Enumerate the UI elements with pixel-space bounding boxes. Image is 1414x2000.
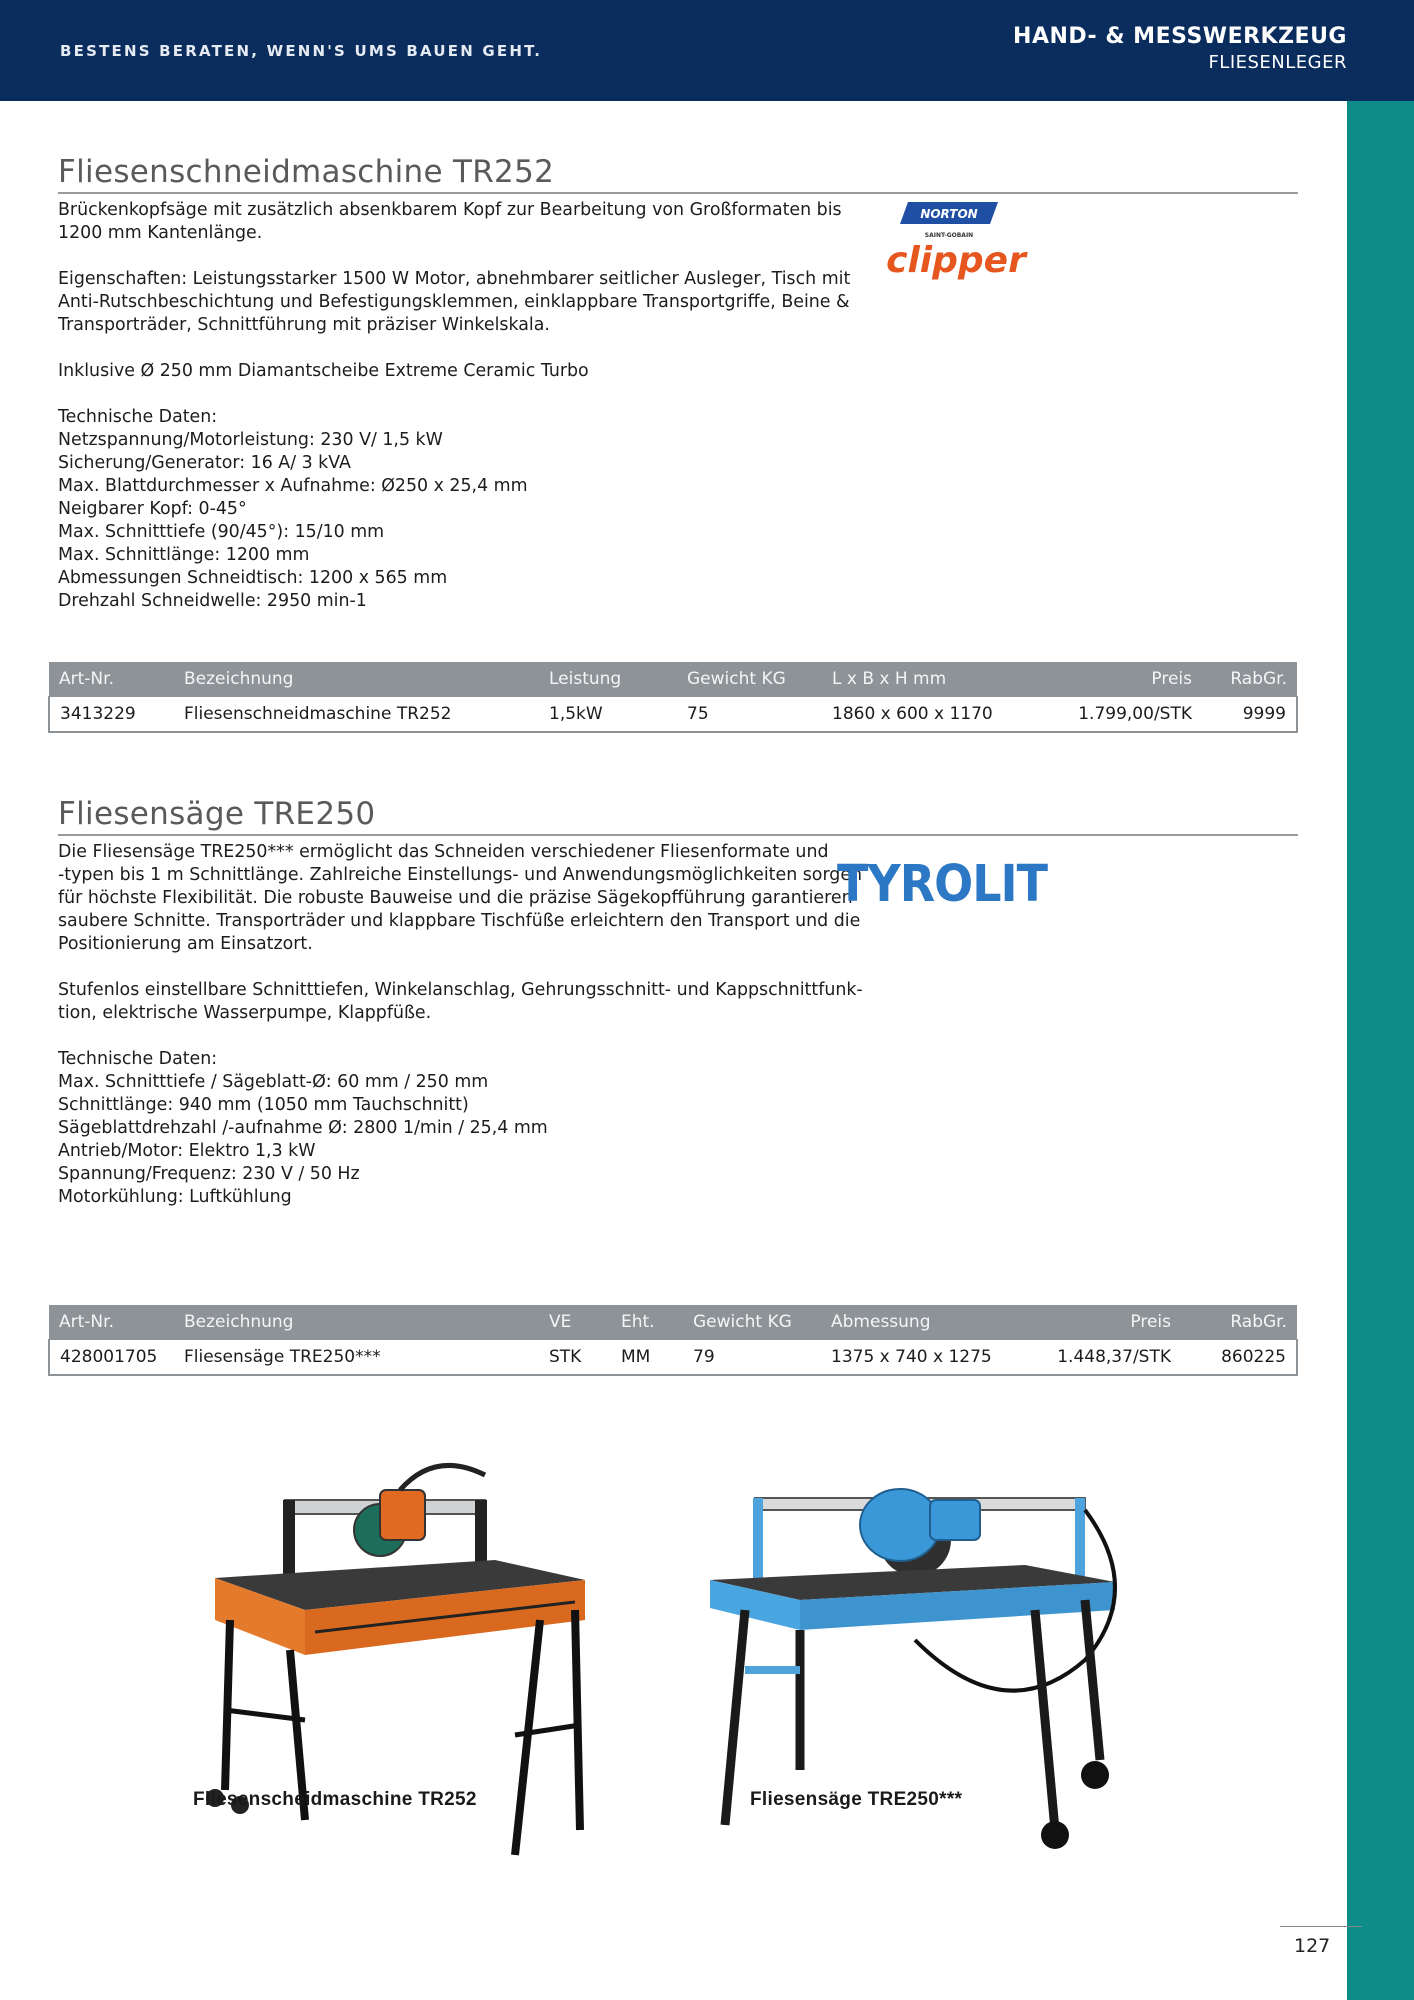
page-header — [0, 0, 1414, 101]
col-header-preis: Preis — [1041, 1305, 1181, 1340]
product-section-tr252 — [58, 152, 1298, 636]
tech-line: Drehzahl Schneidwelle: 2950 min-1 — [58, 591, 367, 611]
product-description — [58, 199, 868, 613]
tech-line: Antrieb/Motor: Elektro 1,3 kW — [58, 1141, 316, 1161]
desc-line: Stufenlos einstellbare Schnitttiefen, Winkelanschlag, Gehrungsschnitt- und Kappschnittfunk- — [58, 980, 863, 1000]
table-row — [49, 697, 1297, 733]
tech-line: Spannung/Frequenz: 230 V / 50 Hz — [58, 1164, 360, 1184]
tech-line: Sägeblattdrehzahl /-aufnahme Ø: 2800 1/min / 25,4 mm — [58, 1118, 548, 1138]
tech-line: Netzspannung/Motorleistung: 230 V/ 1,5 kW — [58, 430, 443, 450]
desc-line: Positionierung am Einsatzort. — [58, 934, 313, 954]
desc-line: Eigenschaften: Leistungsstarker 1500 W Motor, abnehmbarer seitlicher Ausleger, Tisch mit — [58, 269, 851, 289]
tech-line: Neigbarer Kopf: 0-45° — [58, 499, 247, 519]
header-tagline: BESTENS BERATEN, WENN'S UMS BAUEN GEHT. — [60, 42, 543, 60]
tech-line: Max. Schnitttiefe (90/45°): 15/10 mm — [58, 522, 385, 542]
desc-line: -typen bis 1 m Schnittlänge. Zahlreiche Einstellungs- und Anwendungsmöglichkeiten sorgen — [58, 865, 863, 885]
col-header-bezeichnung: Bezeichnung — [174, 662, 539, 697]
col-header-bezeichnung: Bezeichnung — [174, 1305, 539, 1340]
cell-preis: 1.448,37/STK — [1041, 1340, 1181, 1376]
tech-line: Abmessungen Schneidtisch: 1200 x 565 mm — [58, 568, 448, 588]
desc-line: für höchste Flexibilität. Die robuste Bauweise und die präzise Sägekopfführung garantieren — [58, 888, 853, 908]
product-description — [58, 841, 868, 1209]
desc-line: tion, elektrische Wasserpumpe, Klappfüße. — [58, 1003, 432, 1023]
tech-line: Max. Blattdurchmesser x Aufnahme: Ø250 x 25,4 mm — [58, 476, 528, 496]
col-header-masse: L x B x H mm — [822, 662, 1042, 697]
product-photo-tr252 — [195, 1460, 605, 1880]
page-number: 127 — [1280, 1926, 1362, 1957]
category-title: HAND- & MESSWERKZEUG — [1013, 24, 1347, 49]
desc-line: 1200 mm Kantenlänge. — [58, 223, 263, 243]
col-header-preis: Preis — [1042, 662, 1202, 697]
tyrolit-logo — [837, 846, 1047, 916]
col-header-artnr: Art-Nr. — [49, 662, 174, 697]
product-section-tre250 — [58, 794, 1298, 1232]
svg-text:TYROLIT: TYROLIT — [837, 854, 1047, 914]
svg-text:NORTON: NORTON — [920, 207, 978, 221]
norton-clipper-logo — [866, 200, 1046, 300]
cell-gewicht: 75 — [677, 697, 822, 733]
cell-gewicht: 79 — [683, 1340, 821, 1376]
desc-line: Die Fliesensäge TRE250*** ermöglicht das Schneiden verschiedener Fliesenformate und — [58, 842, 829, 862]
tech-line: Technische Daten: — [58, 1049, 218, 1069]
col-header-artnr: Art-Nr. — [49, 1305, 174, 1340]
product-table-tr252 — [48, 662, 1298, 733]
product-title: Fliesenschneidmaschine TR252 — [58, 152, 1298, 194]
cell-eht: MM — [611, 1340, 683, 1376]
col-header-gewicht: Gewicht KG — [677, 662, 822, 697]
product-title: Fliesensäge TRE250 — [58, 794, 1298, 836]
table-row — [49, 1340, 1297, 1376]
cell-artnr: 3413229 — [49, 697, 174, 733]
cell-rabgr: 9999 — [1202, 697, 1297, 733]
col-header-rabgr: RabGr. — [1181, 1305, 1297, 1340]
desc-line: Inklusive Ø 250 mm Diamantscheibe Extreme Ceramic Turbo — [58, 361, 589, 381]
col-header-abmessung: Abmessung — [821, 1305, 1041, 1340]
cell-masse: 1860 x 600 x 1170 — [822, 697, 1042, 733]
tech-line: Technische Daten: — [58, 407, 218, 427]
photo-caption-right: Fliesensäge TRE250*** — [750, 1789, 963, 1810]
cell-preis: 1.799,00/STK — [1042, 697, 1202, 733]
category-subtitle: FLIESENLEGER — [1208, 52, 1347, 73]
cell-abmessung: 1375 x 740 x 1275 — [821, 1340, 1041, 1376]
svg-text:clipper: clipper — [886, 240, 1026, 281]
cell-leistung: 1,5kW — [539, 697, 677, 733]
tech-line: Max. Schnitttiefe / Sägeblatt-Ø: 60 mm / 250 mm — [58, 1072, 489, 1092]
tech-line: Sicherung/Generator: 16 A/ 3 kVA — [58, 453, 351, 473]
col-header-eht: Eht. — [611, 1305, 683, 1340]
col-header-rabgr: RabGr. — [1202, 662, 1297, 697]
desc-line: Anti-Rutschbeschichtung und Befestigungsklemmen, einklappbare Transportgriffe, Beine & — [58, 292, 850, 312]
tech-line: Motorkühlung: Luftkühlung — [58, 1187, 292, 1207]
desc-line: Brückenkopfsäge mit zusätzlich absenkbarem Kopf zur Bearbeitung von Großformaten bis — [58, 200, 842, 220]
side-color-strip — [1347, 101, 1414, 2000]
svg-text:SAINT-GOBAIN: SAINT-GOBAIN — [924, 232, 974, 239]
desc-line: Transporträder, Schnittführung mit präziser Winkelskala. — [58, 315, 550, 335]
col-header-gewicht: Gewicht KG — [683, 1305, 821, 1340]
cell-bezeichnung: Fliesenschneidmaschine TR252 — [174, 697, 539, 733]
cell-ve: STK — [539, 1340, 611, 1376]
cell-bezeichnung: Fliesensäge TRE250*** — [174, 1340, 539, 1376]
cell-artnr: 428001705 — [49, 1340, 174, 1376]
photo-caption-left: Fliesenscheidmaschine TR252 — [193, 1789, 477, 1810]
col-header-leistung: Leistung — [539, 662, 677, 697]
cell-rabgr: 860225 — [1181, 1340, 1297, 1376]
tech-line: Max. Schnittlänge: 1200 mm — [58, 545, 310, 565]
desc-line: saubere Schnitte. Transporträder und klappbare Tischfüße erleichtern den Transport und die — [58, 911, 861, 931]
tech-line: Schnittlänge: 940 mm (1050 mm Tauchschnitt) — [58, 1095, 469, 1115]
product-table-tre250 — [48, 1305, 1298, 1376]
col-header-ve: VE — [539, 1305, 611, 1340]
